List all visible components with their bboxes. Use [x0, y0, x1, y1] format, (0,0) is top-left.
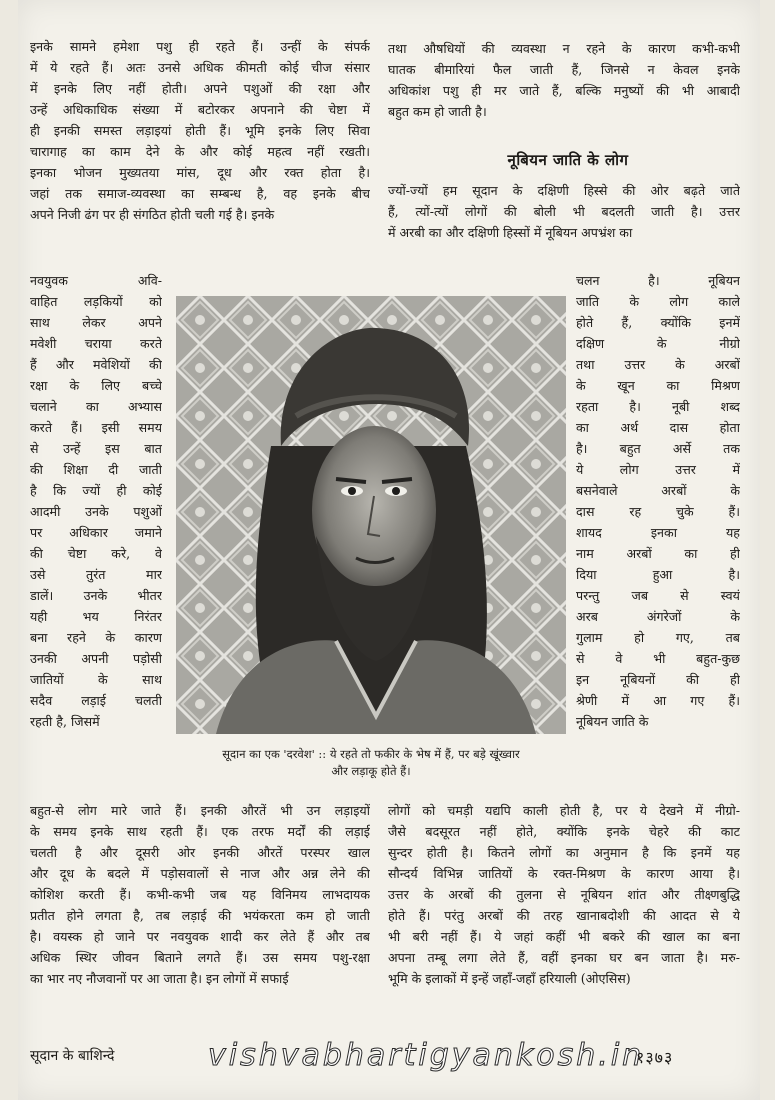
text-line: इन नूबियनों की ही [576, 672, 740, 687]
text-line: है। बहुत अर्से तक [576, 441, 740, 456]
text-line: डालें। उनके भीतर [30, 588, 162, 603]
left-column-top [30, 36, 370, 225]
text-line: लोगों को चमड़ी यद्यपि काली होती है, पर ये देखने में नीग्रो- [388, 803, 740, 818]
running-footer-title: सूदान के बाशिन्दे [30, 1048, 115, 1064]
text-line: बहुत-से लोग मारे जाते हैं। इनकी औरतें भी उन लड़ाइयों [30, 803, 370, 818]
text-line: रहती है, जिसमें [30, 714, 100, 729]
text-line: की चेष्टा करे, वे [30, 546, 162, 561]
text-line: के खून का मिश्रण [576, 378, 740, 393]
text-line: चलती है और दूसरी ओर इनकी औरतें परस्पर खाल [30, 845, 370, 860]
dervish-photo [176, 296, 566, 734]
text-line: अपना तम्बू लगा लेते हैं, वहीं इनका घर बन जाता है। मरु- [388, 950, 740, 965]
text-line: रक्षा के लिए बच्चे [30, 378, 162, 393]
text-line: का अर्थ दास होता [576, 420, 740, 435]
text-line: प्रतीत होने लगता है, तब लड़ाई की भयंकरता कम हो जाती [30, 908, 370, 923]
text-line: गुलाम हो गए, तब [576, 630, 740, 645]
text-line: जहां तक समाज-व्यवस्था का सम्बन्ध है, वह इनके बीच [30, 186, 370, 201]
page-number: १३७३ [636, 1048, 674, 1067]
text-line: अधिक स्थिर जीवन बिताने लगते हैं। उस समय पशु-रक्षा [30, 950, 370, 965]
text-line: नवयुवक अवि- [30, 273, 162, 288]
text-line: अपने निजी ढंग पर ही संगठित होती चली गई है। इनके [30, 207, 275, 222]
text-line: नाम अरबों का ही [576, 546, 740, 561]
photo-caption [176, 746, 566, 780]
text-line: भूमि के इलाकों में इन्हें जहाँ-जहाँ हरियाली (ओएसिस) [388, 971, 631, 986]
text-line: उनकी अपनी पड़ोसी [30, 651, 162, 666]
text-line: श्रेणी में आ गए हैं। [576, 693, 740, 708]
text-line: आदमी उनके पशुओं [30, 504, 162, 519]
caption-line-2: और लड़ाकू होते हैं। [331, 764, 411, 778]
text-line: शायद इनका यह [576, 525, 740, 540]
text-line: हैं, त्यों-त्यों लोगों की बोली भी बदलती जाती है। उत्तर [388, 204, 740, 219]
text-line: है कि ज्यों ही कोई [30, 483, 162, 498]
text-line: अरब अंगरेजों के [576, 609, 740, 624]
text-line: ज्यों-ज्यों हम सूदान के दक्षिणी हिस्से की ओर बढ़ते जाते [388, 183, 740, 198]
section-heading: नूबियन जाति के लोग [507, 151, 629, 169]
text-line: कोशिश करती हैं। कभी-कभी जब यह विनिमय लाभदायक [30, 887, 370, 902]
text-line: दास रह चुके हैं। [576, 504, 740, 519]
text-line: नूबियन जाति के [576, 714, 649, 729]
text-line: वाहित लड़कियों को [30, 294, 162, 309]
text-line: करते हैं। इसी समय [30, 420, 162, 435]
text-line: सदैव लड़ाई चलती [30, 693, 162, 708]
text-line: ये लोग उत्तर में [576, 462, 740, 477]
text-line: जातियों के साथ [30, 672, 162, 687]
text-line: तथा औषधियों की व्यवस्था न रहने के कारण कभी-कभी [388, 41, 740, 56]
text-line: परन्तु जब से स्वयं [576, 588, 740, 603]
text-line: इनके सामने हमेशा पशु ही रहते हैं। उन्हीं के संपर्क [30, 39, 370, 54]
text-line: साथ लेकर अपने [30, 315, 162, 330]
text-line: चलन है। नूबियन [576, 273, 740, 288]
text-line: बहुत कम हो जाती है। [388, 104, 487, 119]
right-column-bottom [388, 800, 740, 989]
text-line: जाति के लोग काले [576, 294, 740, 309]
text-line: में ये रहते हैं। अतः उनसे अधिक कीमती कोई चीज संसार [30, 60, 370, 75]
text-line: जैसे बदसूरत नहीं होते, क्योंकि इनके चेहरे की काट [388, 824, 740, 839]
left-wrap-text [30, 270, 162, 732]
text-line: दक्षिण के नीग्रो [576, 336, 740, 351]
left-column-bottom [30, 800, 370, 989]
text-line: बसनेवाले अरबों के [576, 483, 740, 498]
text-line: बना रहने के कारण [30, 630, 162, 645]
text-line: होते हैं। परंतु अरबों की तरह खानाबदोशी की आदत से ये [388, 908, 740, 923]
watermark: vishvabhartigyankosh.in [208, 1038, 645, 1073]
text-line: तथा उत्तर के अरबों [576, 357, 740, 372]
text-line: सुन्दर होती है। कितने लोगों का अनुमान है कि इनमें यह [388, 845, 740, 860]
text-line: का भार नए नौजवानों पर आ जाता है। इन लोगों में सफाई [30, 971, 289, 986]
text-line: यही भय निरंतर [30, 609, 162, 624]
text-line: होते हैं, क्योंकि इनमें [576, 315, 740, 330]
text-line: की शिक्षा दी जाती [30, 462, 162, 477]
text-line: से वे भी बहुत-कुछ [576, 651, 740, 666]
document-page [18, 0, 760, 1100]
text-line: सौन्दर्य विभिन्न जातियों के रक्त-मिश्रण के कारण आया है। [388, 866, 740, 881]
caption-line-1: सूदान का एक 'दरवेश' :: ये रहते तो फकीर के भेष में हैं, पर बड़े खूंख्वार [222, 747, 520, 761]
text-line: मवेशी चराया करते [30, 336, 162, 351]
text-line: रहता है। नूबी शब्द [576, 399, 740, 414]
text-line: और दूध के बदले में पड़ोसवालों से नाज और अन्न लेने की [30, 866, 370, 881]
text-line: चलाने का अभ्यास [30, 399, 162, 414]
text-line: चारागाह का काम देने के और कोई महत्व नहीं रखती। [30, 144, 370, 159]
text-line: उन्हें अधिकाधिक संख्या में बटोरकर अपनाने की चेष्टा में [30, 102, 370, 117]
right-column-intro [388, 180, 740, 243]
text-line: अधिकांश पशु ही मर जाते हैं, बल्कि मनुष्यों की भी आबादी [388, 83, 740, 98]
text-line: भी बरी नहीं हैं। ये जहां कहीं भी बकरे की खाल का बना [388, 929, 740, 944]
text-line: में अरबी का और दक्षिणी हिस्सों में नूबियन अपभ्रंश का [388, 225, 633, 240]
text-line: के समय इनके साथ रहती हैं। एक तरफ मर्दों की लड़ाई [30, 824, 370, 839]
text-line: में इनके लिए नहीं होती। अपने पशुओं की रक्षा और [30, 81, 370, 96]
text-line: इनका भोजन मुख्यतया मांस, दूध और रक्त होता है। [30, 165, 370, 180]
right-column-top [388, 38, 740, 122]
text-line: उसे तुरंत मार [30, 567, 162, 582]
text-line: ही इनकी समस्त लड़ाइयां होती हैं। भूमि इनके लिए सिवा [30, 123, 370, 138]
text-line: है। वयस्क हो जाने पर नवयुवक शादी कर लेते हैं और तब [30, 929, 370, 944]
text-line: हैं और मवेशियों की [30, 357, 162, 372]
dervish-portrait-illustration [176, 296, 566, 734]
right-wrap-text [576, 270, 740, 732]
text-line: घातक बीमारियां फैल जाती हैं, जिनसे न केवल इनके [388, 62, 740, 77]
text-line: पर अधिकार जमाने [30, 525, 162, 540]
text-line: से उन्हें इस बात [30, 441, 162, 456]
text-line: दिया हुआ है। [576, 567, 740, 582]
text-line: उत्तर के अरबों की तुलना से नूबियन शांत और तीक्ष्णबुद्धि [388, 887, 740, 902]
